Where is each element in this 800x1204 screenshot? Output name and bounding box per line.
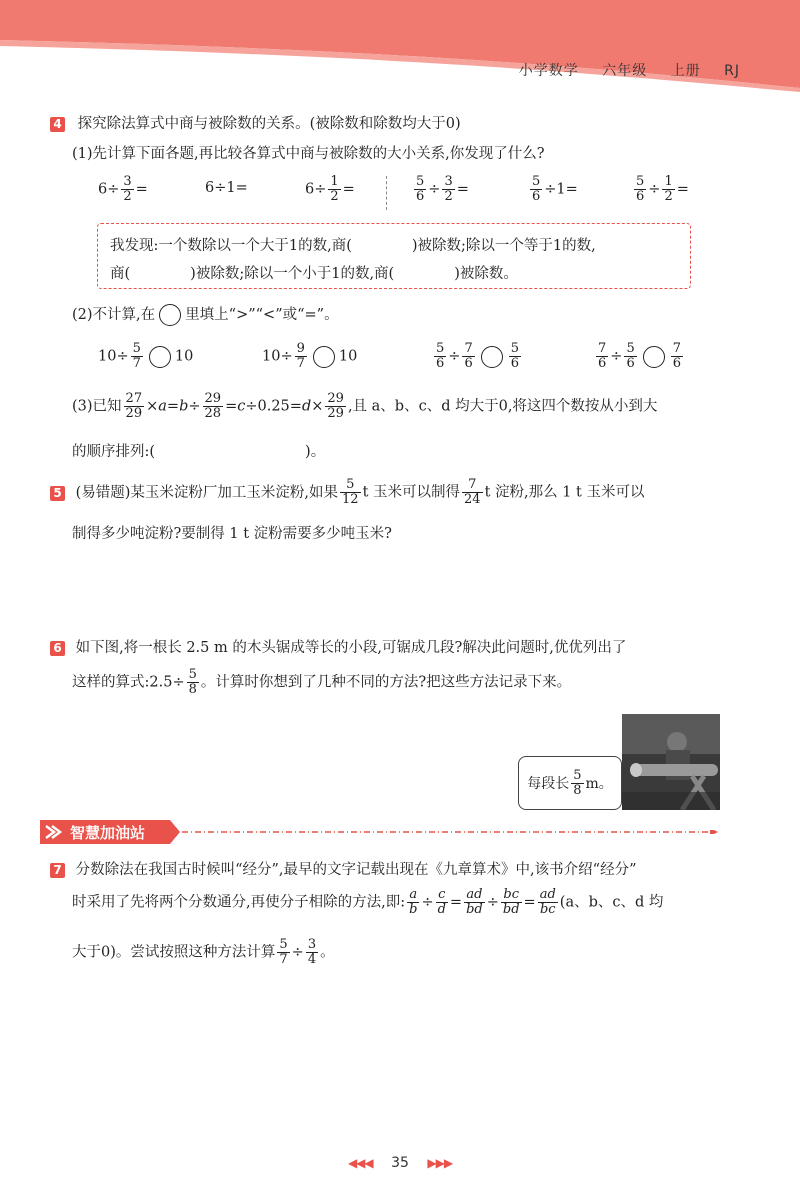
p3-text-c: 的顺序排列:(: [72, 444, 156, 460]
q5-text-c: t 淀粉,那么 1 t 玉米可以: [484, 484, 645, 501]
q6-text-2b: 。计算时你想到了几种不同的方法?把这些方法记录下来。: [200, 674, 572, 691]
q7-line1: [50, 858, 636, 879]
header-edition: RJ: [724, 63, 740, 79]
callout-text-a: 每段长: [527, 776, 570, 792]
q4-compare-3: $\frac{5}{6}$ ÷ $\frac{7}{6}$ $\frac{5}{6}$: [436, 341, 519, 371]
q4-part3-line2: [72, 440, 325, 461]
q4-divider: [386, 176, 387, 210]
q5-line2: 制得多少吨淀粉?要制得 1 t 淀粉需要多少吨玉米?: [72, 526, 392, 542]
compare-circle-2[interactable]: [313, 346, 335, 368]
finding-text-1a: 我发现:一个数除以一个大于1的数,商(: [110, 238, 352, 254]
header-course-info: [501, 60, 740, 80]
callout-text-b: m。: [585, 776, 613, 792]
q4-compare-1: 10÷ $\frac{5}{7}$ 10: [98, 341, 194, 371]
q6-line2: 这样的算式:2.5÷ $\frac{5}{8}$ 。计算时你想到了几种不同的方法?把这些方法记录下来。: [72, 667, 572, 697]
p2-text-b: 里填上“>”“<”或“=”。: [185, 307, 339, 323]
q5-line1: 5 (易错题)某玉米淀粉厂加工玉米淀粉,如果 $\frac{5}{12}$ t 玉米可以制得 $\frac{7}{24}$ t 淀粉,那么 1 t 玉米可以: [50, 478, 645, 507]
q4-part2-text: [72, 303, 339, 326]
q4-title-line: [50, 112, 461, 133]
compare-circle-3[interactable]: [481, 346, 503, 368]
q6-line1: [50, 636, 626, 657]
q7-line2: 时采用了先将两个分数通分,再使分子相除的方法,即: $\frac{a}{b}$ ÷ $\frac{c}{d}$ = $\frac{ad}{bd}$ ÷ $\frac{bc}{bd}$ = $\frac{ad}{bc}$ (a、b、c、d 均: [72, 887, 664, 917]
header-volume: 上册: [670, 63, 701, 79]
q7-text-2b: (a、b、c、d 均: [559, 894, 664, 911]
p2-text-a: (2)不计算,在: [72, 307, 156, 323]
q7-text-1: 分数除法在我国古时候叫“经分”,最早的文字记载出现在《九章算术》中,该书介绍“经分”: [75, 862, 637, 878]
q4-expr-4: $\frac{5}{6}$ ÷ $\frac{3}{2}$ =: [416, 174, 469, 204]
q4-title: 探究除法算式中商与被除数的关系。(被除数和除数均大于0): [77, 116, 461, 132]
q7-text-2a: 时采用了先将两个分数通分,再使分子相除的方法,即:: [72, 894, 406, 911]
q7-number: 7: [50, 863, 65, 878]
q6-number: 6: [50, 641, 65, 656]
q4-expr-5: $\frac{5}{6}$ ÷1=: [532, 174, 578, 204]
q6-text-2a: 这样的算式:2.5÷: [72, 674, 185, 691]
woodcutting-photo: [622, 714, 720, 810]
q7-line3: 大于0)。尝试按照这种方法计算 $\frac{5}{7}$ ÷ $\frac{3}{4}$ 。: [72, 937, 335, 967]
header-grade: 六年级: [602, 63, 648, 79]
page-number: 35: [391, 1155, 409, 1171]
p3-text-a: (3)已知: [72, 398, 122, 415]
banner-label: 智慧加油站: [70, 824, 146, 842]
q7-text-3b: 。: [320, 944, 335, 961]
q4-expr-1: 6÷ $\frac{3}{2}$ =: [98, 174, 148, 204]
header-subject: 小学数学: [518, 63, 579, 79]
q4-number: 4: [50, 117, 65, 132]
q4-compare-2: 10÷ $\frac{9}{7}$ 10: [262, 341, 358, 371]
finding-text-1b: )被除数;除以一个等于1的数,: [411, 238, 596, 254]
banner-dotted-line: [182, 830, 718, 834]
q4-expr-2: 6÷1=: [205, 180, 248, 196]
circle-icon: [159, 304, 181, 326]
q5-text-b: t 玉米可以制得: [362, 484, 461, 501]
q4-expr-3: 6÷ $\frac{1}{2}$ =: [305, 174, 355, 204]
q4-part1-text: (1)先计算下面各题,再比较各算式中商与被除数的大小关系,你发现了什么?: [72, 146, 545, 162]
q4-part3-line1: (3)已知 $\frac{27}{29}$ ×a=b÷ $\frac{29}{28}$ =c÷0.25=d× $\frac{29}{29}$ ,且 a、b、c、d 均大于0,将这四个数按从小到大: [72, 391, 658, 421]
finding-text-2a: 商(: [110, 266, 131, 282]
right-arrows-icon: ▶▶▶: [427, 1156, 453, 1170]
q6-text-1: 如下图,将一根长 2.5 m 的木头锯成等长的小段,可锯成几段?解决此问题时,优优列出了: [75, 640, 627, 656]
compare-circle-4[interactable]: [643, 346, 665, 368]
finding-text-2b: )被除数;除以一个小于1的数,商(: [190, 266, 395, 282]
page-footer: [0, 1155, 800, 1171]
q4-finding-line2: [110, 262, 518, 283]
segment-length-callout: 每段长 $\frac{5}{8}$ m。: [518, 756, 622, 810]
q4-compare-4: $\frac{7}{6}$ ÷ $\frac{5}{6}$ $\frac{7}{6}$: [598, 341, 681, 371]
p3-text-d: )。: [305, 444, 326, 460]
finding-text-2c: )被除数。: [454, 266, 518, 282]
compare-circle-1[interactable]: [149, 346, 171, 368]
q7-text-3a: 大于0)。尝试按照这种方法计算: [72, 944, 276, 961]
q5-text-a: (易错题)某玉米淀粉厂加工玉米淀粉,如果: [75, 484, 339, 501]
p3-text-b: 且 a、b、c、d 均大于0,将这四个数按从小到大: [352, 398, 658, 415]
q4-finding-line1: [110, 234, 596, 255]
left-arrows-icon: ◀◀◀: [347, 1156, 373, 1170]
q5-number: 5: [50, 486, 65, 501]
q4-expr-6: $\frac{5}{6}$ ÷ $\frac{1}{2}$ =: [636, 174, 689, 204]
